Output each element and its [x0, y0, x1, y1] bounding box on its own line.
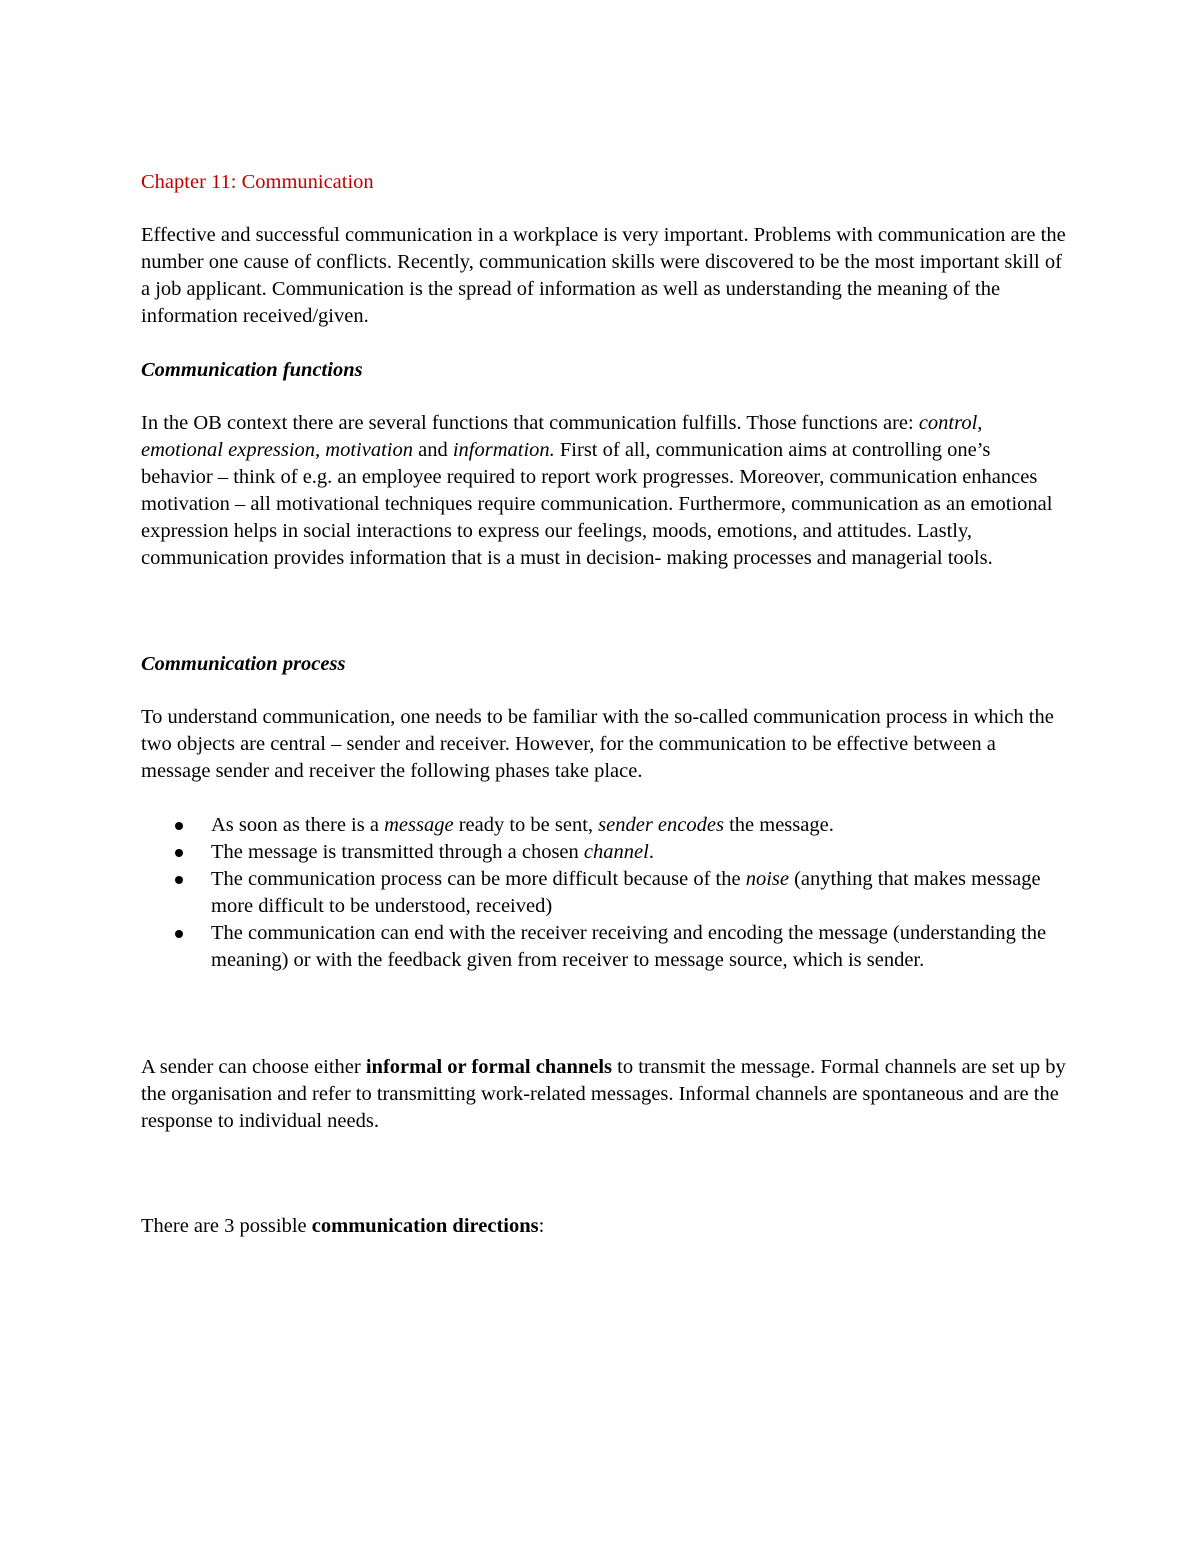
channels-text-rest: to transmit the message. Formal channels are set up by the organisation and refer to transmitting work-related messages. Informal channels are spontaneous and are the response to individual needs. [141, 1056, 1066, 1132]
functions-paragraph [141, 410, 1066, 572]
intro-paragraph: Effective and successful communication in a workplace is very important. Problems with communication are the number one cause of conflicts. Recently, communication skills were discovered to be the most important skill of a job applicant. Communication is the spread of information as well as understanding the meaning of the information received/given. [141, 224, 1066, 327]
directions-paragraph [141, 1213, 1066, 1240]
bullet-italic-noise: noise [745, 868, 789, 890]
channels-paragraph [141, 1054, 1066, 1135]
functions-text-start: In the OB context there are several functions that communication fulfills. Those functions are: [141, 412, 919, 434]
list-item [141, 839, 1066, 866]
channels-text-start: A sender can choose either [141, 1056, 366, 1078]
chapter-title: Chapter 11: Communication [141, 171, 374, 193]
functions-text-rest: First of all, communication aims at controlling one’s behavior – think of e.g. an employee required to report work progresses. Moreover, communication enhances motivation – all motivational techniques require communication. Furthermore, communication as an emotional expression helps in social interactions to express our feelings, moods, emotions, and attitudes. Lastly, communication provides information that is a must in decision- making processes and managerial tools. [141, 439, 1053, 569]
bullet-text: (anything that makes message more difficult to be understood, received) [211, 868, 1041, 917]
directions-text-start: There are 3 possible [141, 1215, 312, 1237]
functions-list-italic: control, emotional expression, motivation [141, 412, 983, 461]
bullet-icon [175, 876, 183, 884]
bullet-icon [175, 822, 183, 830]
bullet-icon [175, 930, 183, 938]
list-item [141, 866, 1066, 920]
bullet-italic-message: message [384, 814, 454, 836]
process-paragraph: To understand communication, one needs to be familiar with the so-called communication process in which the two objects are central – sender and receiver. However, for the communication to be effective between a message sender and receiver the following phases take place. [141, 706, 1054, 782]
list-item [141, 812, 1066, 839]
process-heading: Communication process [141, 653, 346, 675]
bullet-text: As soon as there is a [211, 814, 385, 836]
bullet-icon [175, 849, 183, 857]
bullet-text: . [648, 841, 654, 863]
functions-heading: Communication functions [141, 359, 363, 381]
bullet-italic-channel: channel [583, 841, 649, 863]
bullet-text: ready to be sent, [453, 814, 599, 836]
document-body [141, 167, 1066, 1240]
directions-text-end: : [538, 1215, 545, 1237]
functions-information-italic: information. [452, 439, 555, 461]
bullet-italic-sender: sender encodes [598, 814, 724, 836]
list-item [141, 920, 1066, 974]
functions-text-and: and [412, 439, 453, 461]
bullet-text: The communication can end with the receiver receiving and encoding the message (understanding the meaning) or with the feedback given from receiver to message source, which is sender. [211, 922, 1047, 971]
directions-bold-term: communication directions [311, 1215, 539, 1237]
process-phases-list [141, 812, 1066, 974]
channels-bold-term: informal or formal channels [365, 1056, 613, 1078]
bullet-text: the message. [723, 814, 834, 836]
bullet-text: The communication process can be more difficult because of the [211, 868, 746, 890]
bullet-text: The message is transmitted through a chosen [211, 841, 584, 863]
